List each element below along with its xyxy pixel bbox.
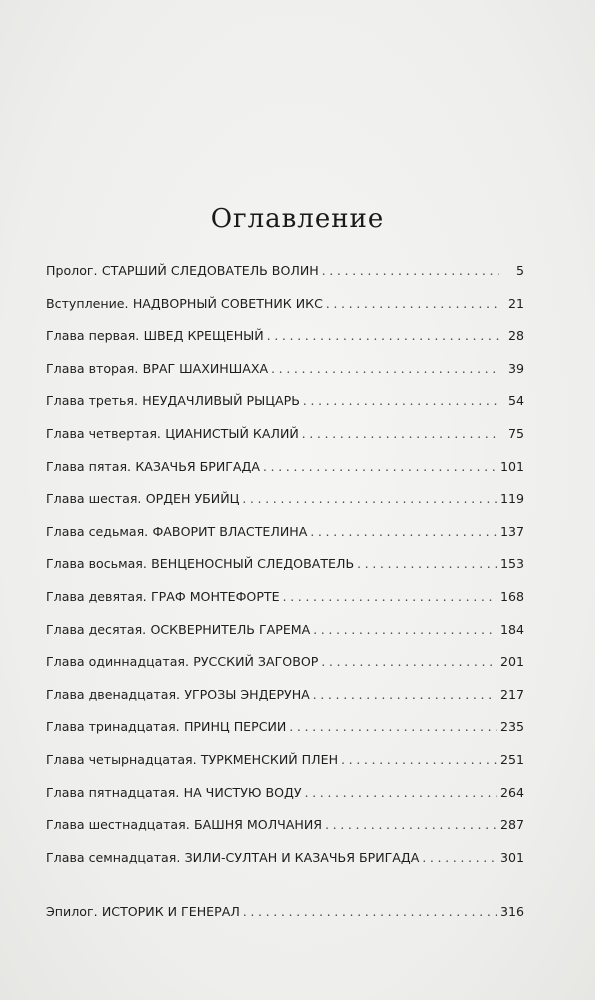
dot-leader — [326, 296, 499, 312]
toc-page-number: 5 — [515, 263, 524, 278]
toc-entry — [46, 393, 524, 426]
toc-chapter-label: Вступление. — [46, 295, 129, 311]
toc-chapter-title: КАЗАЧЬЯ БРИГАДА — [135, 458, 260, 474]
toc-chapter-title: ЦИАНИСТЫЙ КАЛИЙ — [165, 425, 299, 441]
toc-page-number: 54 — [507, 393, 524, 409]
toc-chapter-label: Глава первая. — [46, 328, 140, 344]
toc-entry — [46, 361, 524, 394]
dot-leader — [263, 459, 497, 475]
toc-entry — [46, 904, 524, 937]
toc-chapter-title: ЗИЛИ-СУЛТАН И КАЗАЧЬЯ БРИГАДА — [184, 849, 420, 865]
toc-chapter-title: ФАВОРИТ ВЛАСТЕЛИНА — [152, 523, 308, 539]
toc-page-number: 75 — [507, 425, 524, 441]
toc-chapter-title: НАДВОРНЫЙ СОВЕТНИК ИКС — [132, 295, 323, 311]
toc-page-number: 251 — [499, 751, 524, 767]
toc-page-number: 287 — [499, 817, 524, 833]
dot-leader — [321, 654, 497, 670]
dot-leader — [243, 904, 497, 920]
dot-leader — [310, 524, 497, 540]
toc-chapter-title: ВРАГ ШАХИНШАХА — [142, 360, 269, 376]
toc-page-number: 264 — [499, 784, 524, 800]
dot-leader — [267, 328, 499, 344]
dot-leader — [242, 491, 497, 507]
dot-leader — [313, 622, 497, 638]
toc-entry — [46, 426, 524, 459]
toc-chapter-label: Глава восьмая. — [46, 556, 147, 572]
toc-chapter-label: Глава двенадцатая. — [46, 686, 181, 702]
dot-leader — [322, 263, 499, 279]
toc-chapter-label: Глава четвертая. — [46, 425, 161, 441]
toc-entry — [46, 622, 524, 655]
toc-chapter-label: Эпилог. — [46, 904, 98, 920]
dot-leader — [422, 850, 497, 866]
dot-leader — [271, 361, 499, 377]
toc-entry — [46, 524, 524, 557]
toc-chapter-title: БАШНЯ МОЛЧАНИЯ — [193, 817, 323, 833]
toc-entry — [46, 850, 524, 883]
toc-page-number: 217 — [499, 686, 524, 702]
dot-leader — [289, 719, 497, 735]
toc-page-number: 137 — [499, 523, 524, 539]
dot-leader — [305, 785, 497, 801]
toc-entry — [46, 263, 524, 296]
toc-entry — [46, 556, 524, 589]
toc-entry — [46, 817, 524, 850]
toc-chapter-label: Глава вторая. — [46, 360, 139, 376]
toc-chapter-title: НА ЧИСТУЮ ВОДУ — [183, 784, 302, 800]
toc-page-number: 153 — [499, 556, 524, 572]
toc-entry — [46, 296, 524, 329]
toc-page-number: 101 — [499, 458, 524, 474]
dot-leader — [302, 426, 499, 442]
toc-page-number: 201 — [499, 654, 524, 670]
toc-chapter-title: НЕУДАЧЛИВЫЙ РЫЦАРЬ — [142, 393, 300, 409]
toc-entry — [46, 752, 524, 785]
table-of-contents — [46, 263, 524, 937]
toc-entry — [46, 328, 524, 361]
toc-chapter-title: ИСТОРИК И ГЕНЕРАЛ — [101, 904, 240, 920]
toc-chapter-label: Глава третья. — [46, 393, 139, 409]
toc-chapter-title: УГРОЗЫ ЭНДЕРУНА — [184, 686, 310, 702]
toc-entry — [46, 589, 524, 622]
dot-leader — [357, 556, 497, 572]
toc-chapter-label: Пролог. — [46, 263, 98, 278]
toc-chapter-title: ГРАФ МОНТЕФОРТЕ — [150, 588, 280, 604]
toc-chapter-label: Глава девятая. — [46, 588, 147, 604]
dot-leader — [325, 817, 497, 833]
toc-chapter-title: ВЕНЦЕНОСНЫЙ СЛЕДОВАТЕЛЬ — [151, 556, 355, 572]
toc-chapter-label: Глава одиннадцатая. — [46, 654, 190, 670]
toc-chapter-label: Глава десятая. — [46, 621, 147, 637]
toc-entry — [46, 719, 524, 752]
page-title: Оглавление — [210, 204, 385, 234]
toc-page-number: 301 — [499, 849, 524, 865]
toc-page-number: 119 — [499, 491, 524, 507]
toc-chapter-label: Глава шестая. — [46, 491, 142, 507]
toc-chapter-label: Глава тринадцатая. — [46, 719, 180, 735]
toc-entry — [46, 785, 524, 818]
dot-leader — [283, 589, 497, 605]
toc-entry — [46, 459, 524, 492]
toc-chapter-label: Глава пятнадцатая. — [46, 784, 180, 800]
toc-chapter-title: ПРИНЦ ПЕРСИИ — [183, 719, 287, 735]
toc-page-number: 184 — [499, 621, 524, 637]
toc-chapter-title: СТАРШИЙ СЛЕДОВАТЕЛЬ ВОЛИН — [101, 263, 319, 278]
dot-leader — [303, 393, 499, 409]
toc-page-number: 235 — [499, 719, 524, 735]
dot-leader — [313, 687, 497, 703]
toc-chapter-label: Глава пятая. — [46, 458, 132, 474]
toc-chapter-title: ОСКВЕРНИТЕЛЬ ГАРЕМА — [150, 621, 311, 637]
toc-page-number: 28 — [507, 328, 524, 344]
toc-page-number: 168 — [499, 588, 524, 604]
toc-entry — [46, 654, 524, 687]
toc-chapter-label: Глава семнадцатая. — [46, 849, 181, 865]
toc-chapter-title: ШВЕД КРЕЩЕНЫЙ — [143, 328, 264, 344]
dot-leader — [341, 752, 497, 768]
toc-chapter-title: ОРДЕН УБИЙЦ — [145, 491, 240, 507]
toc-chapter-label: Глава седьмая. — [46, 523, 149, 539]
toc-entry — [46, 687, 524, 720]
toc-page-number: 39 — [507, 360, 524, 376]
toc-chapter-title: РУССКИЙ ЗАГОВОР — [193, 654, 319, 670]
toc-entry — [46, 491, 524, 524]
toc-page-number: 316 — [499, 904, 524, 920]
toc-chapter-label: Глава четырнадцатая. — [46, 751, 197, 767]
toc-chapter-label: Глава шестнадцатая. — [46, 817, 190, 833]
toc-page-number: 21 — [507, 295, 524, 311]
toc-chapter-title: ТУРКМЕНСКИЙ ПЛЕН — [200, 751, 339, 767]
